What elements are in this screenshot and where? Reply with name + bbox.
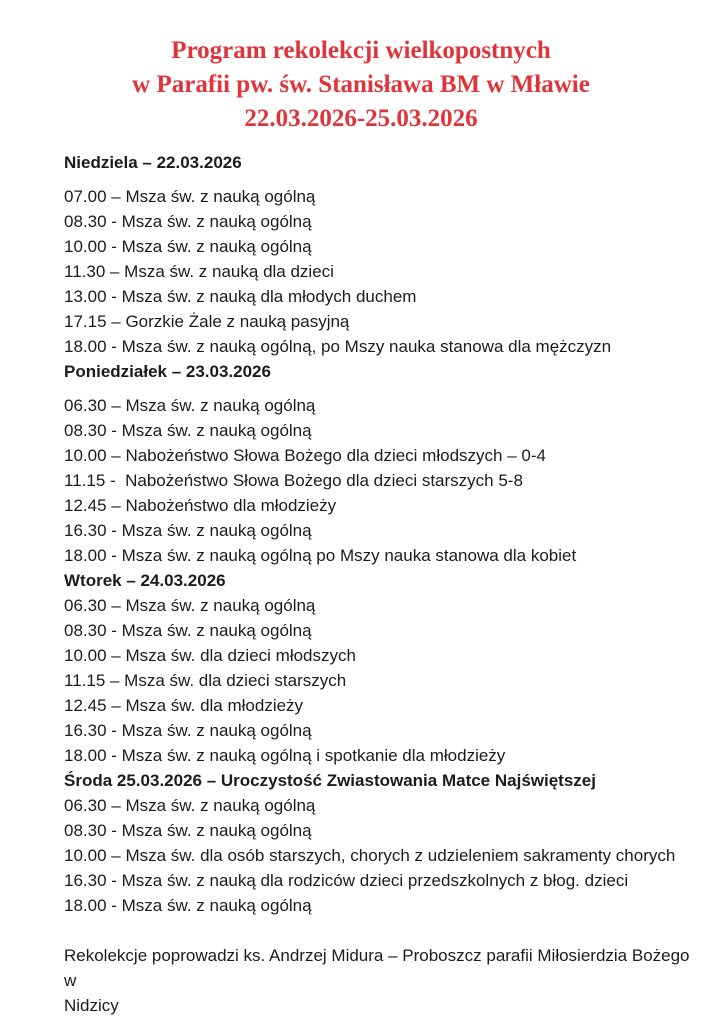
schedule-item: 16.30 - Msza św. z nauką ogólną [64,521,312,540]
schedule-item: 12.45 – Nabożeństwo dla młodzieży [64,496,337,515]
title-line-2: w Parafii pw. św. Stanisława BM w Mławie [132,71,590,98]
schedule-item: 16.30 - Msza św. z nauką ogólną [64,721,312,740]
schedule-item: 10.00 – Nabożeństwo Słowa Bożego dla dzieci młodszych – 0-4 [64,446,546,465]
footer-note [64,943,698,1018]
schedule-item: 08.30 - Msza św. z nauką ogólną [64,212,312,231]
document-title [0,0,722,136]
section-heading-poniedzialek: Poniedziałek – 23.03.2026 [64,362,271,381]
schedule-item: 11.30 – Msza św. z nauką dla dzieci [64,262,334,281]
schedule-item: 18.00 - Msza św. z nauką ogólną, po Mszy nauka stanowa dla mężczyzn [64,337,612,356]
title-line-3: 22.03.2026-25.03.2026 [244,105,478,132]
schedule-item: 10.00 - Msza św. z nauką ogólną [64,237,312,256]
schedule-item: 07.00 – Msza św. z nauką ogólną [64,187,316,206]
section-heading-niedziela: Niedziela – 22.03.2026 [64,153,242,172]
footer-line-1: Rekolekcje poprowadzi ks. Andrzej Midura – Proboszcz parafii Miłosierdzia Bożego w [64,946,695,990]
schedule-item: 18.00 - Msza św. z nauką ogólną [64,896,312,915]
schedule-item: 08.30 - Msza św. z nauką ogólną [64,621,312,640]
schedule-content [64,150,698,1018]
footer-line-2: Nidzicy [64,996,119,1015]
title-line-1: Program rekolekcji wielkopostnych [171,37,551,64]
section-heading-sroda: Środa 25.03.2026 – Uroczystość Zwiastowania Matce Najświętszej [64,771,596,790]
schedule-item: 16.30 - Msza św. z nauką dla rodziców dzieci przedszkolnych z błog. dzieci [64,871,629,890]
schedule-item: 10.00 – Msza św. dla dzieci młodszych [64,646,356,665]
schedule-item: 18.00 - Msza św. z nauką ogólną i spotkanie dla młodzieży [64,746,506,765]
schedule-item: 13.00 - Msza św. z nauką dla młodych duchem [64,287,417,306]
schedule-item: 10.00 – Msza św. dla osób starszych, chorych z udzieleniem sakramenty chorych [64,846,676,865]
schedule-item: 11.15 – Msza św. dla dzieci starszych [64,671,347,690]
schedule-item: 06.30 – Msza św. z nauką ogólną [64,596,316,615]
schedule-item: 12.45 – Msza św. dla młodzieży [64,696,304,715]
schedule-item: 08.30 - Msza św. z nauką ogólną [64,821,312,840]
schedule-item: 08.30 - Msza św. z nauką ogólną [64,421,312,440]
section-heading-wtorek: Wtorek – 24.03.2026 [64,571,226,590]
schedule-item: 06.30 – Msza św. z nauką ogólną [64,796,316,815]
schedule-item: 11.15 - Nabożeństwo Słowa Bożego dla dzieci starszych 5-8 [64,471,523,490]
schedule-item: 17.15 – Gorzkie Żale z nauką pasyjną [64,312,350,331]
schedule-item: 06.30 – Msza św. z nauką ogólną [64,396,316,415]
schedule-item: 18.00 - Msza św. z nauką ogólną po Mszy nauka stanowa dla kobiet [64,546,577,565]
